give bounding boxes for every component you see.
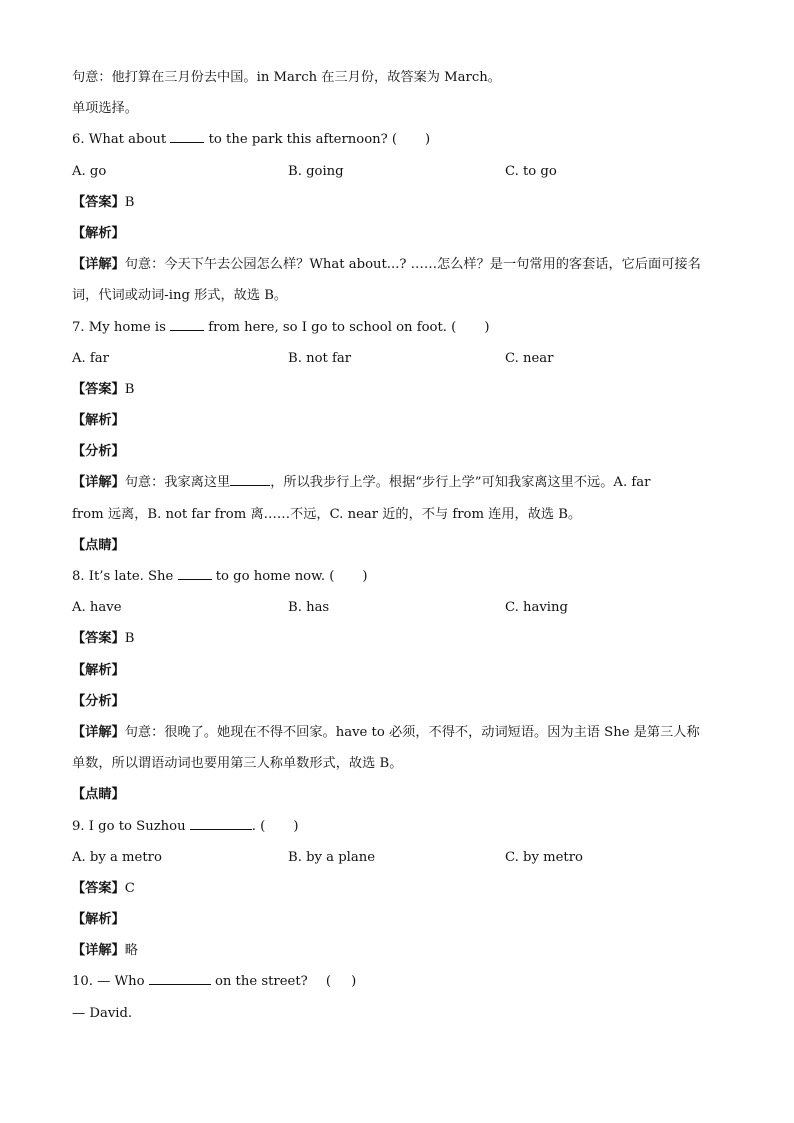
q9-detail-tag: 【详解】: [72, 943, 125, 959]
q6-detail-2: 词，代词或动词-ing 形式，故选 B。: [72, 288, 288, 304]
q6-option-b: B. going: [288, 163, 344, 179]
q6-stem-after: to the park this afternoon? (: [208, 132, 398, 148]
q7-option-c: C. near: [505, 350, 554, 366]
question-8-options: [72, 592, 732, 623]
q6-analysis-tag: 【解析】: [72, 225, 125, 241]
question-7-options: [72, 343, 732, 374]
q10-stem-open: (: [325, 974, 332, 990]
q7-detail-text-1b: ，所以我步行上学。根据“步行上学”可知我家离这里不远。A. far: [270, 475, 651, 491]
question-9-stem: [72, 811, 732, 842]
q7-answer: [72, 374, 732, 405]
q8-detail-tag: 【详解】: [72, 724, 125, 740]
q6-answer-tag: 【答案】: [72, 194, 125, 210]
q8-answer: [72, 623, 732, 654]
q8-option-b: B. has: [288, 600, 330, 616]
q7-stem-after: from here, so I go to school on foot. (: [208, 319, 457, 335]
document-page: [72, 62, 732, 1029]
q6-answer: [72, 187, 732, 218]
q6-detail-1: [72, 249, 732, 280]
q8-stem-end: ): [362, 569, 368, 584]
q8-blank: [178, 567, 212, 580]
question-10-stem: [72, 966, 732, 997]
q9-blank: [190, 817, 252, 830]
q8-stem-before: 8. It’s late. She: [72, 569, 174, 584]
q6-answer-value: B: [124, 194, 135, 210]
q10-reply: — David.: [72, 1005, 133, 1021]
q6-blank: [170, 130, 204, 143]
question-8-stem: [72, 561, 732, 592]
q6-stem-before: 6. What about: [72, 132, 167, 148]
q6-option-a: A. go: [72, 163, 107, 179]
intro-meaning: 句意：他打算在三月份去中国。in March 在三月份，故答案为 March。: [72, 70, 501, 85]
q7-detail-1: [72, 467, 732, 498]
q6-detail-tag: 【详解】: [72, 257, 125, 273]
question-7-stem: [72, 312, 732, 343]
q8-detail-2: 单数，所以谓语动词也要用第三人称单数形式，故选 B。: [72, 756, 403, 772]
q7-option-b: B. not far: [288, 350, 352, 366]
q10-stem-end: ): [351, 974, 357, 990]
question-9-options: [72, 842, 732, 873]
q9-option-c: C. by metro: [505, 849, 583, 865]
q7-detail-2: from 远离，B. not far from 离……不远，C. near 近的，不与 from 连用，故选 B。: [72, 506, 582, 522]
q9-analysis-tag: 【解析】: [72, 912, 125, 928]
q7-dianjing-tag: 【点睛】: [72, 537, 125, 553]
q9-stem-end: ): [293, 818, 299, 834]
q9-stem-after: . (: [251, 818, 266, 834]
q7-answer-tag: 【答案】: [72, 381, 125, 397]
q7-detail-blank: [230, 473, 270, 486]
q9-answer: [72, 873, 732, 904]
q8-dianjing-tag: 【点睛】: [72, 787, 125, 803]
q9-option-b: B. by a plane: [288, 849, 376, 865]
q8-fenxi-tag: 【分析】: [72, 693, 125, 709]
q9-option-a: A. by a metro: [72, 849, 162, 865]
q8-analysis-tag: 【解析】: [72, 662, 125, 678]
q7-fenxi-tag: 【分析】: [72, 444, 125, 460]
q6-detail-text-1: 句意：今天下午去公园怎么样？What about...? ……怎么样？是一句常用的客套话，它后面可接名: [124, 257, 701, 273]
q7-detail-tag: 【详解】: [72, 475, 125, 491]
q8-option-a: A. have: [72, 600, 122, 616]
q8-option-c: C. having: [505, 600, 568, 616]
q9-detail: [72, 935, 732, 966]
q7-stem-before: 7. My home is: [72, 319, 166, 335]
q10-blank: [149, 972, 211, 985]
q6-option-c: C. to go: [505, 163, 557, 179]
q9-answer-tag: 【答案】: [72, 880, 125, 896]
q8-detail-1: [72, 717, 732, 748]
q9-detail-text: 略: [124, 943, 138, 959]
q7-stem-end: ): [484, 319, 490, 335]
q7-analysis-tag: 【解析】: [72, 413, 125, 429]
q7-blank: [170, 318, 204, 331]
q8-stem-after: to go home now. (: [215, 569, 335, 584]
q7-option-a: A. far: [72, 350, 109, 366]
q7-detail-text-1a: 句意：我家离这里: [124, 475, 231, 491]
q8-answer-value: B: [124, 631, 135, 647]
q8-detail-text-1: 句意：很晚了。她现在不得不回家。have to 必须，不得不，动词短语。因为主语 She 是第三人称: [124, 724, 700, 740]
section-title: 单项选择。: [72, 101, 138, 117]
q9-stem-before: 9. I go to Suzhou: [72, 818, 186, 834]
q10-stem-after: on the street?: [214, 974, 308, 990]
q6-stem-end: ): [425, 132, 431, 148]
q10-stem-before: 10. — Who: [72, 974, 145, 990]
question-6-options: [72, 156, 732, 187]
question-6-stem: [72, 124, 732, 155]
q8-answer-tag: 【答案】: [72, 631, 125, 647]
q7-answer-value: B: [124, 381, 135, 397]
q9-answer-value: C: [124, 880, 135, 896]
